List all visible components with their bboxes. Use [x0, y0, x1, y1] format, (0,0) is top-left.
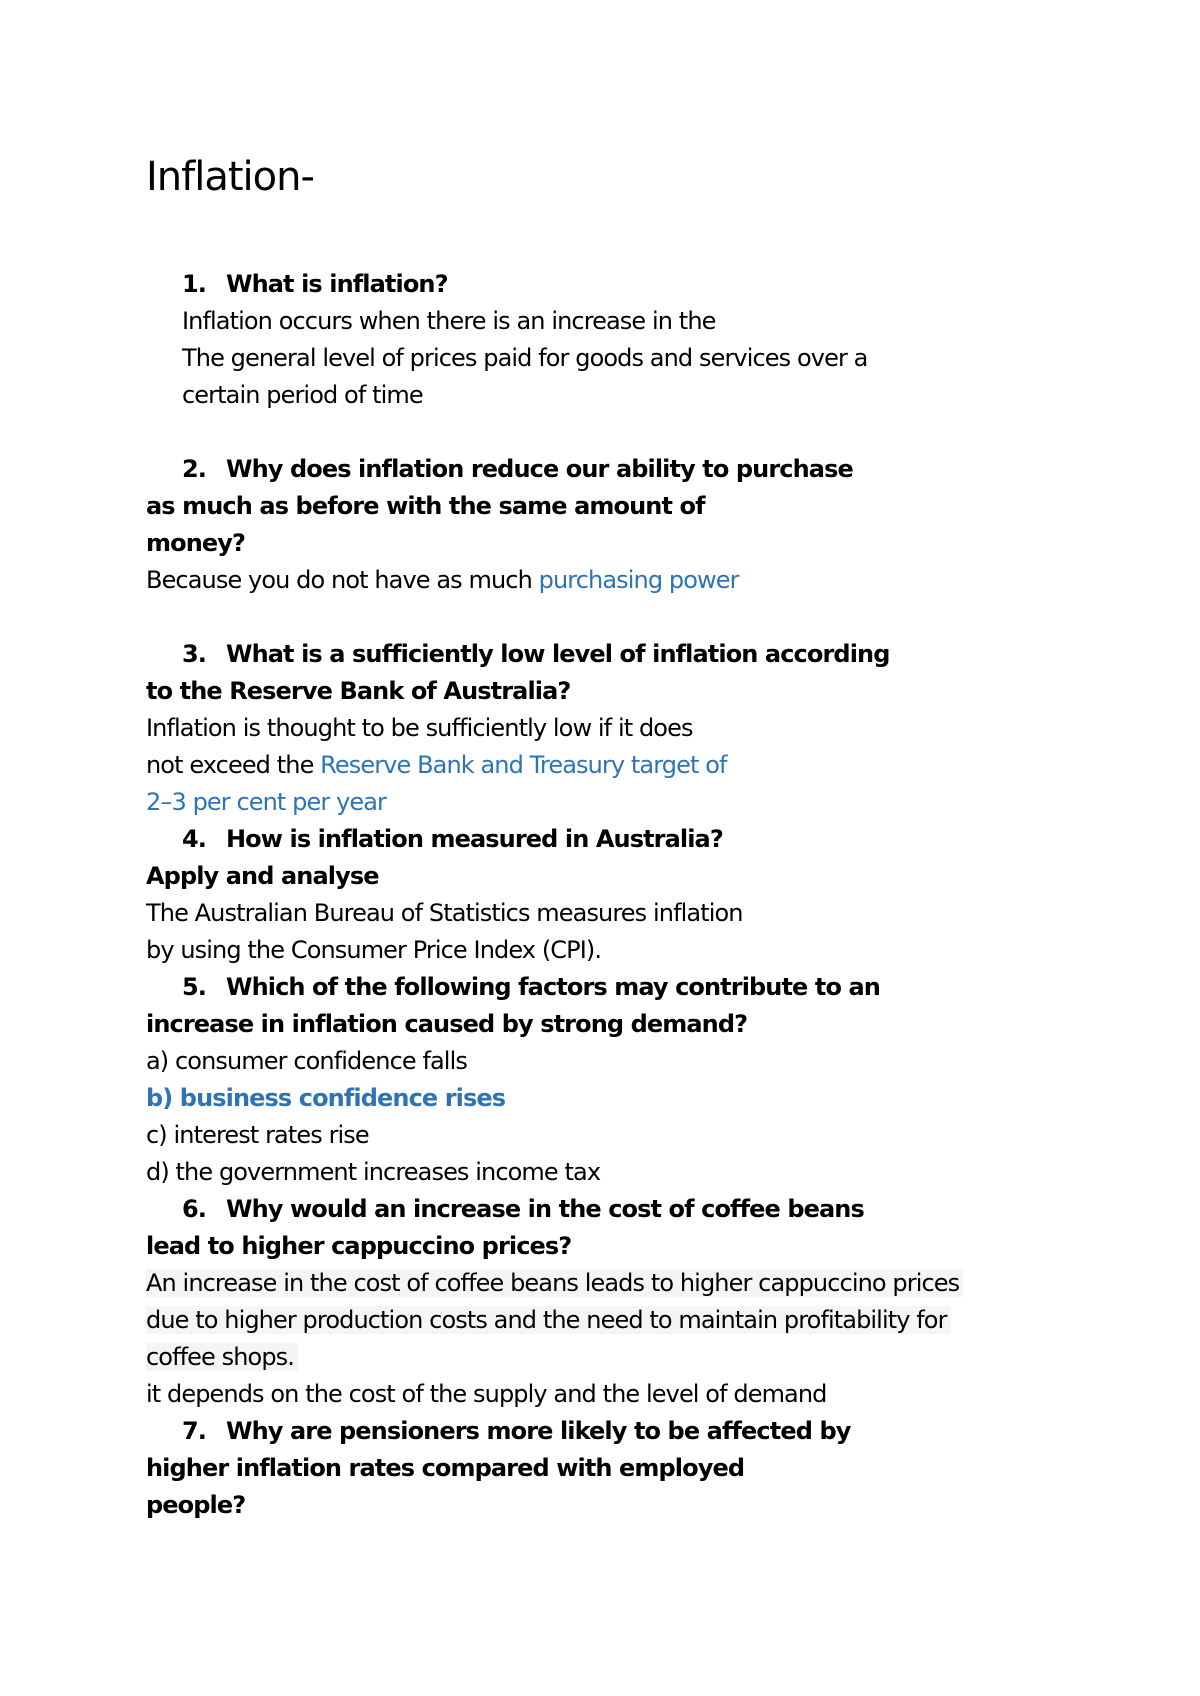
option-d: d) the government increases income tax	[146, 1158, 601, 1186]
answer-6-line-3: coffee shops.	[146, 1339, 298, 1375]
question-2: 2. Why does inflation reduce our ability to purchase	[182, 455, 853, 483]
question-7: 7. Why are pensioners more likely to be affected by	[182, 1417, 851, 1445]
answer-6-line-1: An increase in the cost of coffee beans leads to higher cappuccino prices	[146, 1265, 963, 1301]
answer-2: Because you do not have as much purchasing power	[146, 566, 739, 594]
document-title: Inflation-	[146, 154, 314, 200]
question-1: 1. What is inflation?	[182, 270, 448, 298]
answer-1-line-1: Inflation occurs when there is an increase in the	[182, 307, 716, 335]
question-3-line-2: to the Reserve Bank of Australia?	[146, 677, 571, 705]
question-2-line-3: money?	[146, 529, 246, 557]
option-c: c) interest rates rise	[146, 1121, 369, 1149]
answer-4-line-2: by using the Consumer Price Index (CPI).	[146, 936, 602, 964]
subheading-apply-analyse: Apply and analyse	[146, 862, 379, 890]
question-7-line-3: people?	[146, 1491, 246, 1519]
question-6-line-2: lead to higher cappuccino prices?	[146, 1232, 572, 1260]
option-a: a) consumer confidence falls	[146, 1047, 467, 1075]
answer-4-line-1: The Australian Bureau of Statistics measures inflation	[146, 899, 743, 927]
highlighted-term: Reserve Bank and Treasury target of	[320, 751, 727, 779]
question-3: 3. What is a sufficiently low level of inflation according	[182, 640, 890, 668]
question-2-line-2: as much as before with the same amount of	[146, 492, 705, 520]
highlighted-term: purchasing power	[538, 566, 739, 594]
answer-3-line-3: 2–3 per cent per year	[146, 788, 387, 816]
answer-3-line-1: Inflation is thought to be sufficiently low if it does	[146, 714, 693, 742]
question-4: 4. How is inflation measured in Australia?	[182, 825, 723, 853]
answer-6-note: it depends on the cost of the supply and the level of demand	[146, 1380, 827, 1408]
question-5-line-2: increase in inflation caused by strong demand?	[146, 1010, 748, 1038]
answer-1-line-2: The general level of prices paid for goods and services over a	[182, 344, 868, 372]
question-6: 6. Why would an increase in the cost of coffee beans	[182, 1195, 864, 1223]
question-5: 5. Which of the following factors may contribute to an	[182, 973, 880, 1001]
answer-3-line-2: not exceed the Reserve Bank and Treasury target of	[146, 751, 727, 779]
option-b-selected: b) business confidence rises	[146, 1084, 506, 1112]
question-7-line-2: higher inflation rates compared with employed	[146, 1454, 745, 1482]
answer-6-line-2: due to higher production costs and the need to maintain profitability for	[146, 1302, 951, 1338]
answer-1-line-3: certain period of time	[182, 381, 423, 409]
